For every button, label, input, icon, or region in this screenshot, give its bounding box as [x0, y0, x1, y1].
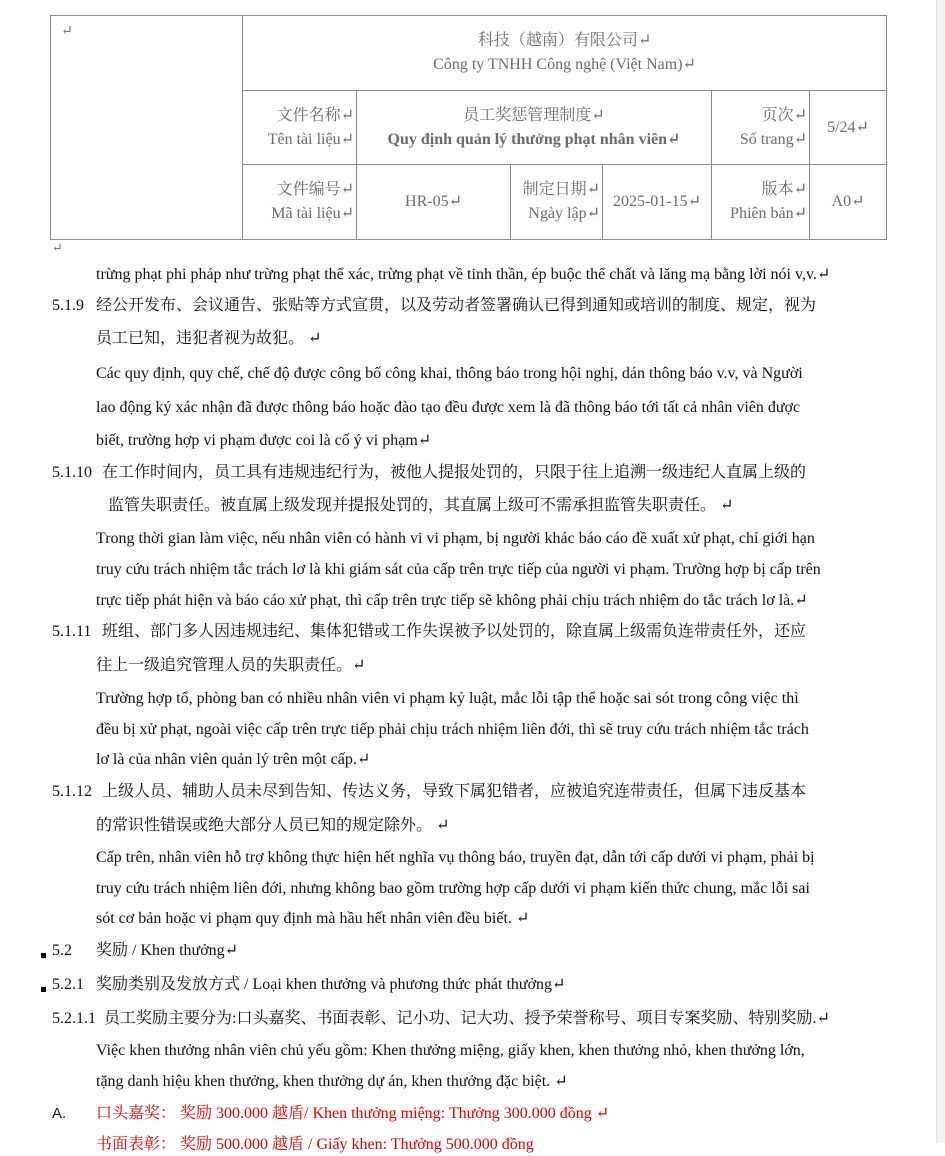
version-label-vn: Phiên bản↵: [730, 205, 807, 222]
page-value-cell: [810, 91, 887, 165]
doc-no-label-cell: [243, 165, 357, 240]
section-number-5-2-1-1: 5.2.1.1: [52, 1010, 96, 1027]
page-label-cell: [712, 91, 810, 165]
logo-paragraph-mark: ↵: [61, 24, 73, 39]
date-label-cn: 制定日期↵: [522, 181, 600, 198]
body-line: 的常识性错误或绝大部分人员已知的规定除外。 ↵: [96, 817, 450, 834]
body-line: Cấp trên, nhân viên hỗ trợ không thực hiện hết nghĩa vụ thông báo, truyền đạt, dẫn tới cấp dưới vi phạm, phải bị: [96, 849, 815, 866]
page-value: 5/24↵: [827, 118, 869, 136]
doc-no-cell: [357, 165, 511, 240]
list-item-label-a: A.: [52, 1105, 67, 1122]
body-line: trực tiếp phát hiện và báo cáo xử phạt, thì cấp trên trực tiếp sẽ không phải chịu trách nhiệm do tắc trách lơ là.↵: [96, 592, 808, 609]
section-number-5-1-12: 5.1.12: [52, 783, 92, 800]
version-value: A0↵: [831, 193, 865, 210]
version-label-cn: 版本↵: [761, 181, 807, 198]
date-label-vn: Ngày lập↵: [528, 205, 600, 222]
version-value-cell: [810, 165, 887, 240]
body-line: 往上一级追究管理人员的失职责任。↵: [96, 657, 366, 674]
body-line: trừng phạt phi pháp như trừng phạt thể xác, trừng phạt về tinh thần, ép buộc thể chất và lăng mạ bằng lời nói v,v.↵: [96, 266, 831, 283]
document-header-table: [50, 15, 887, 240]
body-line: 上级人员、辅助人员未尽到告知、传达义务，导致下属犯错者，应被追究连带责任，但属下违反基本: [102, 783, 807, 800]
doc-name-cn: 员工奖惩管理制度↵: [463, 106, 605, 124]
body-line: biết, trường hợp vi phạm được coi là cố ý vi phạm↵: [96, 432, 432, 449]
section-number-5-2-1: 5.2.1: [52, 976, 84, 993]
body-line: 经公开发布、会议通告、张贴等方式宣贯，以及劳动者签署确认已得到通知或培训的制度、规定，视为: [96, 297, 817, 314]
body-line: truy cứu trách nhiệm liên đới, nhưng không bao gồm trường hợp cấp dưới vi phạm kiến thức chung, mắc lỗi sai: [96, 880, 810, 897]
body-line: Trong thời gian làm việc, nếu nhân viên có hành vi vi phạm, bị người khác báo cáo đề xuất xử phạt, chỉ giới hạn: [96, 530, 815, 547]
doc-no-label-vn: Mã tài liệu↵: [271, 205, 354, 222]
reward-item-verbal: 口头嘉奖： 奖励 300.000 越盾/ Khen thưởng miệng: Thưởng 300.000 đồng ↵: [96, 1105, 610, 1122]
company-title-cell: [243, 16, 887, 91]
section-number-5-1-11: 5.1.11: [52, 623, 92, 640]
body-line: 班组、部门多人因违规违纪、集体犯错或工作失误被予以处罚的，除直属上级需负连带责任外，还应: [102, 623, 807, 640]
body-line: truy cứu trách nhiệm tắc trách lơ là khi giám sát của cấp trên trực tiếp của người vi phạm. Trường hợp bị cấp trên: [96, 561, 821, 578]
reward-item-written: 书面表彰： 奖励 500.000 越盾 / Giấy khen: Thưởng 500.000 đồng: [96, 1136, 534, 1153]
doc-name-label-vn: Tên tài liệu↵: [267, 130, 354, 148]
heading-bullet: [41, 987, 46, 992]
section-number-5-1-9: 5.1.9: [52, 297, 84, 314]
doc-name-label-cell: [243, 91, 357, 165]
body-line: 员工奖励主要分为:口头嘉奖、书面表彰、记小功、记大功、授予荣誉称号、项目专案奖励、特别奖励.↵: [104, 1010, 830, 1027]
heading-bullet: [41, 953, 46, 958]
company-name-vietnamese: Công ty TNHH Công nghệ (Việt Nam)↵: [433, 56, 696, 73]
doc-no-label-cn: 文件编号↵: [276, 181, 354, 198]
page-label-vn: Số trang↵: [739, 130, 807, 148]
doc-name-cell: [357, 91, 712, 165]
date-value: 2025-01-15↵: [612, 193, 702, 210]
body-line: 监管失职责任。被直属上级发现并提报处罚的，其直属上级可不需承担监管失职责任。 ↵: [108, 497, 734, 514]
body-line: Trường hợp tổ, phòng ban có nhiều nhân viên vi phạm kỷ luật, mắc lỗi tập thể hoặc sai sót trong công việc thì: [96, 690, 799, 707]
doc-name-label-cn: 文件名称↵: [276, 106, 354, 124]
vertical-scrollbar[interactable]: [936, 0, 945, 1143]
date-label-cell: [511, 165, 603, 240]
section-heading: 奖励类别及发放方式 / Loại khen thưởng và phương thức phát thưởng↵: [96, 976, 566, 993]
section-heading: 奖励 / Khen thưởng↵: [96, 942, 239, 959]
company-name-chinese: 科技（越南）有限公司↵: [477, 32, 652, 49]
body-line: Các quy định, quy chế, chế độ được công bố công khai, thông báo trong hội nghị, dán thông báo v.v, và Người: [96, 365, 803, 382]
body-line: 在工作时间内，员工具有违规违纪行为，被他人提报处罚的，只限于往上追溯一级违纪人直属上级的: [102, 464, 807, 481]
company-logo-cell: [51, 16, 243, 240]
date-value-cell: [603, 165, 712, 240]
body-line: tặng danh hiệu khen thưởng, khen thưởng dự án, khen thưởng đặc biệt. ↵: [96, 1073, 568, 1090]
doc-name-vn: Quy định quản lý thưởng phạt nhân viên↵: [387, 130, 681, 148]
body-line: 员工已知，违犯者视为故犯。 ↵: [96, 330, 322, 347]
version-label-cell: [712, 165, 810, 240]
body-line: lao động ký xác nhận đã được thông báo hoặc đào tạo đều được xem là đã thông báo tới tất cả nhân viên được: [96, 399, 801, 416]
body-line: đều bị xử phạt, ngoài việc cấp trên trực tiếp phải chịu trách nhiệm liên đới, thì sẽ truy cứu trách nhiệm tắc trách: [96, 721, 809, 738]
page-label-cn: 页次↵: [761, 106, 807, 124]
section-number-5-1-10: 5.1.10: [52, 464, 92, 481]
body-line: Việc khen thưởng nhân viên chủ yếu gồm: Khen thưởng miệng, giấy khen, khen thưởng nhỏ, khen thưởng lớn,: [96, 1042, 805, 1059]
body-line: sót cơ bản hoặc vi phạm quy định mà hầu hết nhân viên đều biết. ↵: [96, 910, 530, 927]
section-number-5-2: 5.2: [52, 942, 72, 959]
doc-no-value: HR-05↵: [405, 193, 462, 210]
body-line: lơ là của nhân viên quản lý trên một cấp.↵: [96, 751, 371, 768]
paragraph-mark: ↵: [52, 240, 63, 255]
